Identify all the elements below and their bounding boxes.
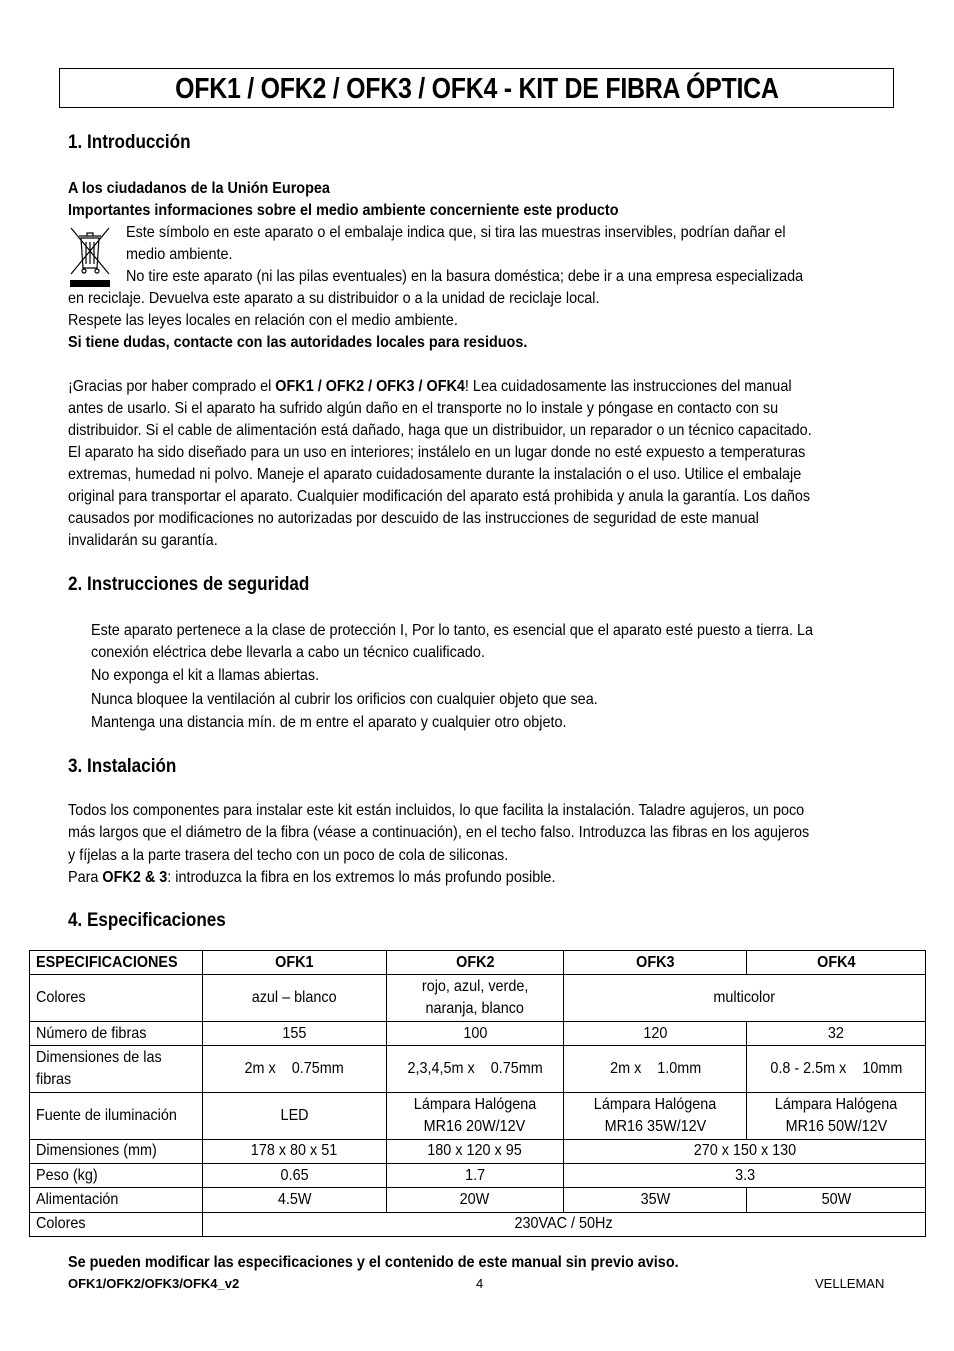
table-header: OFK1 bbox=[202, 951, 386, 975]
table-header: OFK3 bbox=[564, 951, 747, 975]
intro-para-line: El aparato ha sido diseñado para un uso en interiores; instálelo en un lugar donde no esté expuesto a temperaturas bbox=[68, 444, 806, 461]
table-cell: multicolor bbox=[564, 975, 926, 1022]
install-line: más largos que el diámetro de la fibra (véase a continuación), en el techo falso. Introduzca las fibras en los agujeros bbox=[68, 824, 810, 841]
table-row bbox=[30, 1021, 926, 1045]
weee-text-1: Este símbolo en este aparato o el embalaje indica que, si tira las muestras inservibles, podrían dañar el bbox=[126, 224, 786, 241]
heading-seguridad: 2. Instrucciones de seguridad bbox=[68, 574, 310, 595]
table-row bbox=[30, 1188, 926, 1212]
table-header: OFK2 bbox=[386, 951, 564, 975]
thanks-post: ! Lea cuidadosamente las instrucciones del manual bbox=[464, 378, 792, 395]
table-cell: Peso (kg) bbox=[30, 1163, 203, 1187]
install-line: y fíjelas a la parte trasera del techo con un poco de cola de siliconas. bbox=[68, 847, 509, 864]
install-line: Todos los componentes para instalar este kit están incluidos, lo que facilita la instalación. Taladre agujeros, un poco bbox=[68, 802, 805, 819]
table-cell: azul – blanco bbox=[202, 975, 386, 1022]
heading-introduccion: 1. Introducción bbox=[68, 132, 191, 153]
table-cell: Dimensiones de las fibras bbox=[30, 1046, 203, 1093]
table-row bbox=[30, 1092, 926, 1139]
thanks-model: OFK1 / OFK2 / OFK3 / OFK4 bbox=[275, 378, 465, 395]
table-cell: 0.65 bbox=[202, 1163, 386, 1187]
table-header-row bbox=[30, 951, 926, 975]
table-cell: Alimentación bbox=[30, 1188, 203, 1212]
table-cell: rojo, azul, verde, naranja, blanco bbox=[386, 975, 564, 1022]
eu-title: A los ciudadanos de la Unión Europea bbox=[68, 180, 330, 197]
table-cell: Lámpara Halógena MR16 50W/12V bbox=[747, 1092, 926, 1139]
table-cell: 2m x 1.0mm bbox=[564, 1046, 747, 1093]
weee-text-5: Respete las leyes locales en relación con el medio ambiente. bbox=[68, 312, 458, 329]
table-header: OFK4 bbox=[747, 951, 926, 975]
safety-line: Este aparato pertenece a la clase de protección I, Por lo tanto, es esencial que el aparato esté puesto a tierra. La bbox=[91, 622, 814, 639]
weee-bold-notice: Si tiene dudas, contacte con las autoridades locales para residuos. bbox=[68, 334, 528, 351]
page-title-text: OFK1 / OFK2 / OFK3 / OFK4 - KIT DE FIBRA ÓPTICA bbox=[174, 73, 779, 105]
page-title bbox=[59, 68, 894, 108]
weee-bin-icon bbox=[68, 224, 112, 288]
table-cell: 180 x 120 x 95 bbox=[386, 1139, 564, 1163]
weee-text-2: medio ambiente. bbox=[126, 246, 233, 263]
page-number: 4 bbox=[476, 1276, 484, 1291]
table-row bbox=[30, 975, 926, 1022]
eu-subtitle: Importantes informaciones sobre el medio ambiente concerniente este producto bbox=[68, 202, 619, 219]
table-cell: 4.5W bbox=[202, 1188, 386, 1212]
table-cell: Colores bbox=[30, 975, 203, 1022]
table-cell: 0.8 - 2.5m x 10mm bbox=[747, 1046, 926, 1093]
table-cell: 20W bbox=[386, 1188, 564, 1212]
table-cell: Número de fibras bbox=[30, 1021, 203, 1045]
safety-line: No exponga el kit a llamas abiertas. bbox=[91, 667, 320, 684]
change-notice: Se pueden modificar las especificaciones y el contenido de este manual sin previo aviso. bbox=[68, 1254, 679, 1271]
table-row bbox=[30, 1139, 926, 1163]
table-cell: 50W bbox=[747, 1188, 926, 1212]
safety-line: Nunca bloquee la ventilación al cubrir los orificios con cualquier objeto que sea. bbox=[91, 691, 598, 708]
table-cell: 2,3,4,5m x 0.75mm bbox=[386, 1046, 564, 1093]
table-cell: 3.3 bbox=[564, 1163, 926, 1187]
table-cell: 120 bbox=[564, 1021, 747, 1045]
table-cell: 2m x 0.75mm bbox=[202, 1046, 386, 1093]
table-row bbox=[30, 1163, 926, 1187]
table-cell: 100 bbox=[386, 1021, 564, 1045]
table-cell: 1.7 bbox=[386, 1163, 564, 1187]
table-cell: 155 bbox=[202, 1021, 386, 1045]
intro-para-line: distribuidor. Si el cable de alimentación está dañado, haga que un distribuidor, un reparador o un técnico capacitado. bbox=[68, 422, 812, 439]
table-cell: 35W bbox=[564, 1188, 747, 1212]
table-cell: Lámpara Halógena MR16 35W/12V bbox=[564, 1092, 747, 1139]
table-cell: 32 bbox=[747, 1021, 926, 1045]
table-row bbox=[30, 1212, 926, 1236]
table-cell: LED bbox=[202, 1092, 386, 1139]
install-post: : introduzca la fibra en los extremos lo más profundo posible. bbox=[167, 869, 556, 886]
intro-para-line: invalidarán su garantía. bbox=[68, 532, 218, 549]
table-cell: 178 x 80 x 51 bbox=[202, 1139, 386, 1163]
intro-para-line: antes de usarlo. Si el aparato ha sufrido algún daño en el transporte no lo instale y póngase en contacto con su bbox=[68, 400, 779, 417]
safety-line: conexión eléctrica debe llevarla a cabo un técnico cualificado. bbox=[91, 644, 485, 661]
thanks-line bbox=[68, 376, 792, 398]
table-header: ESPECIFICACIONES bbox=[30, 951, 203, 975]
install-bold: OFK2 & 3 bbox=[102, 869, 168, 886]
weee-text-4: en reciclaje. Devuelva este aparato a su distribuidor o a la unidad de reciclaje local. bbox=[68, 290, 600, 307]
install-pre: Para bbox=[68, 869, 103, 886]
table-cell: Dimensiones (mm) bbox=[30, 1139, 203, 1163]
table-cell: Lámpara Halógena MR16 20W/12V bbox=[386, 1092, 564, 1139]
heading-instalacion: 3. Instalación bbox=[68, 756, 177, 777]
install-line-ofk23 bbox=[68, 867, 555, 889]
intro-para-line: causados por modificaciones no autorizadas por descuido de las instrucciones de seguridad de este manual bbox=[68, 510, 759, 527]
table-cell: Colores bbox=[30, 1212, 203, 1236]
footer-brand: VELLEMAN bbox=[815, 1276, 885, 1291]
table-cell: Fuente de iluminación bbox=[30, 1092, 203, 1139]
intro-para-line: original para transportar el aparato. Cualquier modificación del aparato está prohibida y anula la garantía. Los daños bbox=[68, 488, 811, 505]
intro-para-line: extremas, humedad ni polvo. Maneje el aparato cuidadosamente durante la instalación o el uso. Utilice el embalaje bbox=[68, 466, 802, 483]
footer-version: OFK1/OFK2/OFK3/OFK4_v2 bbox=[68, 1276, 240, 1291]
thanks-pre: ¡Gracias por haber comprado el bbox=[68, 378, 276, 395]
weee-text-3: No tire este aparato (ni las pilas eventuales) en la basura doméstica; debe ir a una empresa especializada bbox=[126, 268, 804, 285]
table-cell: 270 x 150 x 130 bbox=[564, 1139, 926, 1163]
table-row bbox=[30, 1046, 926, 1093]
spec-table bbox=[29, 950, 926, 1237]
table-cell: 230VAC / 50Hz bbox=[202, 1212, 925, 1236]
heading-especificaciones: 4. Especificaciones bbox=[68, 910, 226, 931]
safety-line: Mantenga una distancia mín. de m entre el aparato y cualquier otro objeto. bbox=[91, 714, 567, 731]
